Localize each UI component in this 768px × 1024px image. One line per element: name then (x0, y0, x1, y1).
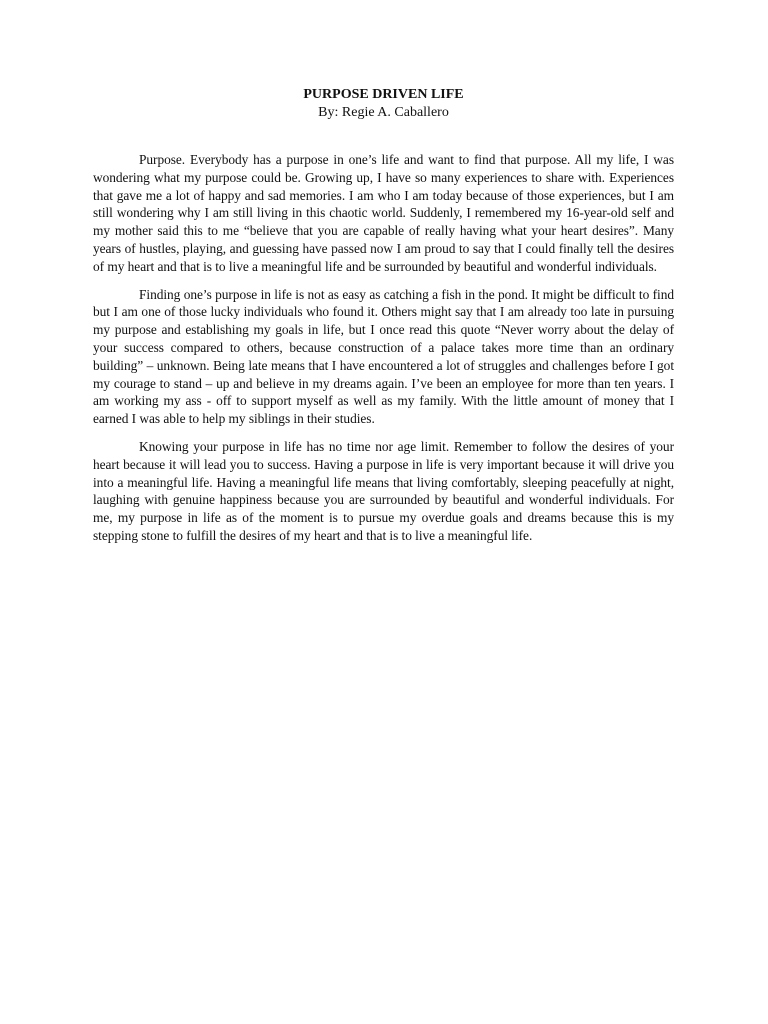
document-body (93, 86, 674, 555)
paragraph-2: Finding one’s purpose in life is not as easy as catching a fish in the pond. It might be difficult to find but I am one of those lucky individuals who found it. Others might say that I am already too late in pursuing my purpose and establishing my goals in life, but I once read this quote “Never worry about the delay of your success compared to others, because construction of a palace takes more time than an ordinary building” – unknown. Being late means that I have encountered a lot of struggles and challenges before I got my courage to stand – up and believe in my dreams again. I’ve been an employee for more than ten years. I am working my ass - off to support myself as well as my family. With the little amount of money that I earned I was able to help my siblings in their studies. (93, 286, 674, 427)
document-title: PURPOSE DRIVEN LIFE (303, 87, 464, 102)
document-byline: By: Regie A. Caballero (318, 105, 449, 120)
paragraph-1: Purpose. Everybody has a purpose in one’s life and want to find that purpose. All my life, I was wondering what my purpose could be. Growing up, I have so many experiences to share with. Experiences that gave me a lot of happy and sad memories. I am who I am today because of those experiences, but I am still wondering why I am still living in this chaotic world. Suddenly, I remembered my 16-year-old self and my mother said this to me “believe that you are capable of really having what your heart desires”. Many years of hustles, playing, and guessing have passed now I am proud to say that I could finally tell the desires of my heart and that is to live a meaningful life and be surrounded by beautiful and wonderful individuals. (93, 152, 674, 274)
paragraph-3: Knowing your purpose in life has no time nor age limit. Remember to follow the desires of your heart because it will lead you to success. Having a purpose in life is very important because it will drive you into a meaningful life. Having a meaningful life means that living comfortably, sleeping peacefully at night, laughing with genuine happiness because you are surrounded by beautiful and wonderful individuals. For me, my purpose in life as of the moment is to pursue my overdue goals and dreams because this is my stepping stone to fulfill the desires of my heart and that is to live a meaningful life. (93, 438, 674, 543)
